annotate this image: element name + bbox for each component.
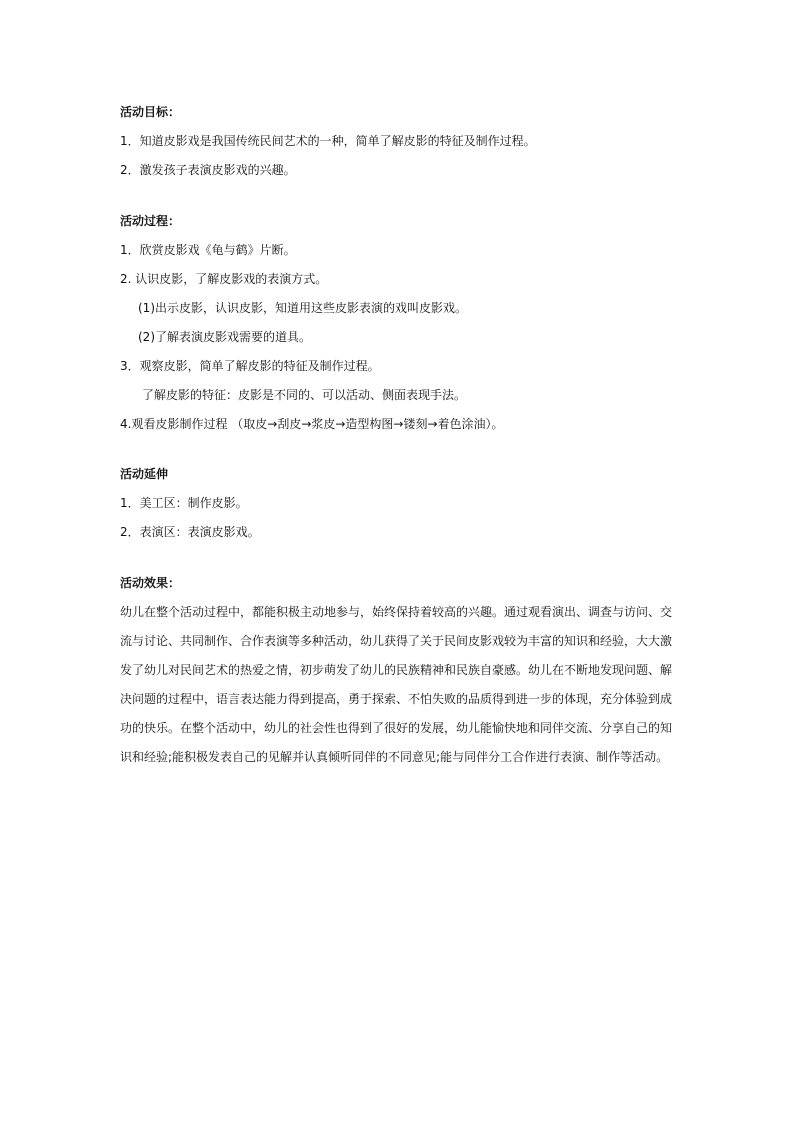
extension-item-2: 2．表演区：表演皮影戏。 bbox=[120, 525, 260, 539]
effect-line-5: 功的快乐。在整个活动中，幼儿的社会性也得到了很好的发展，幼儿能愉快地和同伴交流、分享自己的知 bbox=[120, 721, 673, 735]
section-heading-effect: 活动效果： bbox=[120, 576, 181, 590]
effect-line-4: 决问题的过程中，语言表达能力得到提高，勇于探索、不怕失败的品质得到进一步的体现，充分体验到成 bbox=[120, 692, 673, 706]
section-heading-goals: 活动目标： bbox=[120, 105, 181, 119]
goal-item-2: 2．激发孩子表演皮影戏的兴趣。 bbox=[120, 163, 296, 177]
effect-line-2: 流与讨论、共同制作、合作表演等多种活动，幼儿获得了关于民间皮影戏较为丰富的知识和经验，大大激 bbox=[120, 634, 673, 648]
effect-line-1: 幼儿在整个活动过程中，都能积极主动地参与，始终保持着较高的兴趣。通过观看演出、调查与访问、交 bbox=[120, 605, 673, 619]
section-heading-extension: 活动延伸 bbox=[120, 467, 169, 481]
section-process bbox=[120, 207, 680, 439]
process-subitem-1: (1)出示皮影，认识皮影，知道用这些皮影表演的戏叫皮影戏。 bbox=[138, 301, 468, 315]
process-item-2: 2. 认识皮影，了解皮影戏的表演方式。 bbox=[120, 272, 328, 286]
section-heading-process: 活动过程： bbox=[120, 214, 181, 228]
process-subitem-2: (2)了解表演皮影戏需要的道具。 bbox=[138, 330, 311, 344]
effect-line-3: 发了幼儿对民间艺术的热爱之情，初步萌发了幼儿的民族精神和民族自豪感。幼儿在不断地发现问题、解 bbox=[120, 663, 673, 677]
extension-item-1: 1．美工区：制作皮影。 bbox=[120, 496, 248, 510]
section-extension bbox=[120, 460, 680, 547]
process-item-4: 4.观看皮影制作过程 （取皮→刮皮→浆皮→造型构图→镂刻→着色涂油）。 bbox=[120, 417, 504, 431]
goal-item-1: 1．知道皮影戏是我国传统民间艺术的一种，简单了解皮影的特征及制作过程。 bbox=[120, 134, 536, 148]
process-item-1: 1．欣赏皮影戏《龟与鹤》片断。 bbox=[120, 243, 296, 257]
effect-line-6: 识和经验;能积极发表自己的见解并认真倾听同伴的不同意见;能与同伴分工合作进行表演、制作等活动。 bbox=[120, 750, 669, 764]
section-effect bbox=[120, 569, 680, 772]
process-subitem-3: 了解皮影的特征：皮影是不同的、可以活动、侧面表现手法。 bbox=[142, 388, 467, 402]
document-content bbox=[120, 98, 680, 793]
section-goals bbox=[120, 98, 680, 185]
process-item-3: 3．观察皮影，简单了解皮影的特征及制作过程。 bbox=[120, 359, 380, 373]
